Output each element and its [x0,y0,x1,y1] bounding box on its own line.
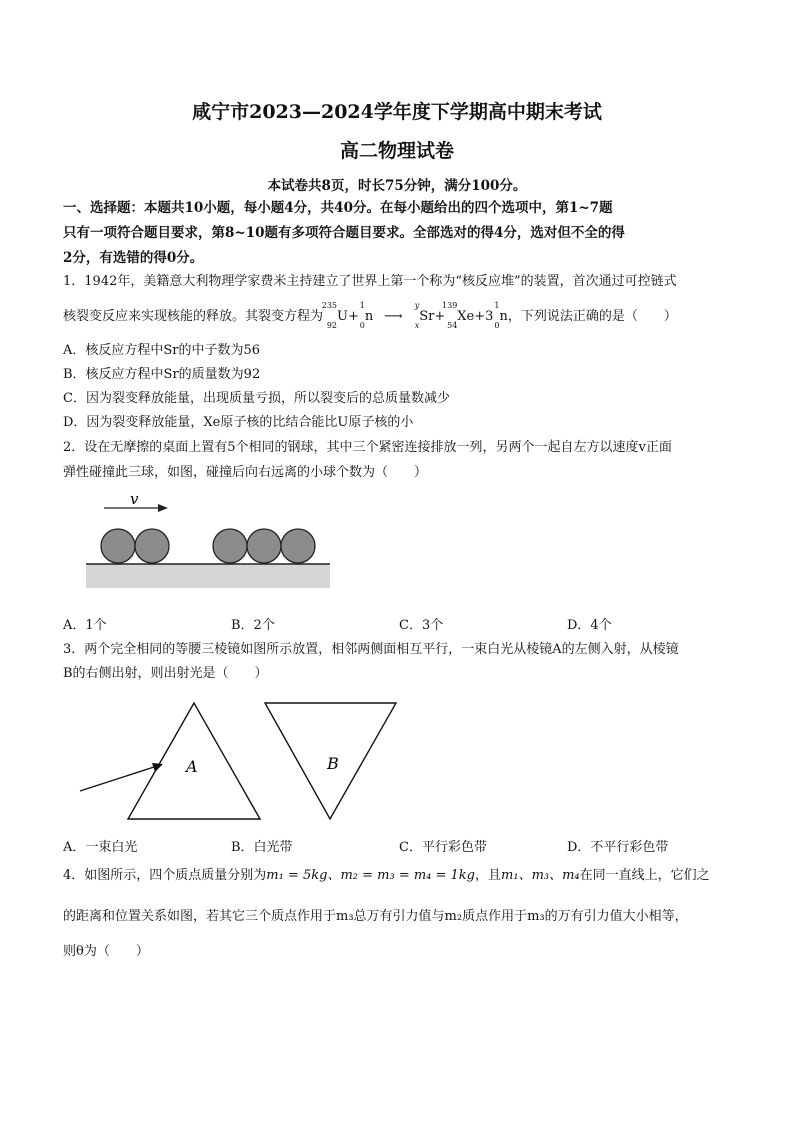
exam-info: 本试卷共8页，时长75分钟，满分100分。 [267,178,527,194]
u-atomic-number: 92 [326,321,338,330]
resting-ball [281,529,315,563]
xe-atomic-number: 54 [447,321,458,330]
prism-b-label: B [327,754,339,773]
prism-a-label: A [186,757,198,776]
fission-equation: 235 92 U+ 1 0 n ⟶ y x Sr+ 139 54 Xe+3 1 0 n [321,301,508,330]
n1-mass-number: 1 [359,301,365,310]
q4-stem-connector: ，且 [475,868,502,883]
xe-symbol: Xe [457,309,475,324]
q1-stem-tail: ，下列说法正确的是（ ） [507,309,677,324]
q1-stem-text: 核裂变反应来实现核能的释放。其裂变方程为 [63,309,324,324]
exam-title: 咸宁市2023—2024学年度下学期高中期末考试 [192,101,602,123]
q1-option-c: C．因为裂变释放能量，出现质量亏损，所以裂变后的总质量数减少 [63,391,450,406]
n1-symbol: n [364,309,374,324]
reaction-arrow-icon: ⟶ [383,309,403,324]
q1-option-b: B．核反应方程中Sr的质量数为92 [63,367,261,382]
q2-option-a: A．1个 [63,618,107,633]
q3-option-c: C．平行彩色带 [399,840,487,855]
q3-option-a: A．一束白光 [63,840,138,855]
moving-ball [135,529,169,563]
section-instructions-line-1: 一、选择题：本题共10小题，每小题4分，共40分。在每小题给出的四个选项中，第1~7题 [63,200,613,216]
n1-atomic-number: 0 [359,321,365,330]
n2-atomic-number: 0 [494,321,500,330]
q1-stem-line-2 [63,301,677,330]
sr-symbol: Sr [419,309,435,324]
q2-balls-figure [80,488,340,592]
q3-stem-line-1: 3．两个完全相同的等腰三棱镜如图所示放置，相邻两侧面相互平行，一束白光从棱镜A的左侧入射，从棱镜 [63,642,679,657]
n2-coefficient: 3 [485,309,494,324]
velocity-arrowhead-icon [158,504,168,512]
q1-option-d: D．因为裂变释放能量，Xe原子核的比结合能比U原子核的小 [63,415,414,430]
q3-stem-line-2: B的右侧出射，则出射光是（ ） [63,666,268,681]
q4-stem-line-1 [63,866,710,886]
q2-stem-line-1: 2．设在无摩擦的桌面上置有5个相同的钢球，其中三个紧密连接排放一列，另两个一起自左方以速度v正面 [63,440,672,455]
moving-ball [101,529,135,563]
q3-option-d: D．不平行彩色带 [567,840,669,855]
q4-mass-values: m₁ = 5kg、m₂ = m₃ = m₄ = 1kg [266,868,476,883]
q3-prisms-figure [72,695,408,825]
u-symbol: U [337,309,348,324]
q3-option-b: B．白光带 [231,840,293,855]
q4-stem-line-2: 的距离和位置关系如图，若其它三个质点作用于m₃总万有引力值与m₂质点作用于m₃的万有引力值大小相等， [63,909,688,924]
q4-stem-line-3: 则θ为（ ） [63,944,149,959]
n2-mass-number: 1 [494,301,500,310]
u-mass-number: 235 [321,301,338,310]
q4-stem-text: 4．如图所示，四个质点质量分别为 [63,868,267,883]
q2-option-c: C．3个 [399,618,444,633]
q1-option-a: A．核反应方程中Sr的中子数为56 [63,343,261,358]
resting-ball [247,529,281,563]
resting-ball [213,529,247,563]
table-surface [86,564,330,588]
section-instructions-line-2: 只有一项符合题目要求，第8~10题有多项符合题目要求。全部选对的得4分，选对但不全的得 [63,225,625,241]
q4-collinear-masses: m₁、m₃、m₄ [501,868,580,883]
q4-stem-tail: 在同一直线上，它们之 [579,868,710,883]
n2-symbol: n [499,309,508,324]
q2-option-d: D．4个 [567,618,612,633]
q1-stem-line-1: 1．1942年，美籍意大利物理学家费米主持建立了世界上第一个称为“核反应堆”的装置，首次通过可控链式 [63,274,677,289]
xe-mass-number: 139 [442,301,458,310]
velocity-label: v [130,490,139,508]
exam-subtitle: 高二物理试卷 [339,140,454,162]
q2-stem-line-2: 弹性碰撞此三球，如图，碰撞后向右远离的小球个数为（ ） [63,465,428,480]
sr-mass-number: y [414,301,420,310]
incident-light-ray [80,767,154,791]
q2-option-b: B．2个 [231,618,275,633]
sr-atomic-number: x [414,321,420,330]
ray-arrowhead-icon [152,763,163,772]
section-instructions-line-3: 2分，有选错的得0分。 [63,250,204,266]
